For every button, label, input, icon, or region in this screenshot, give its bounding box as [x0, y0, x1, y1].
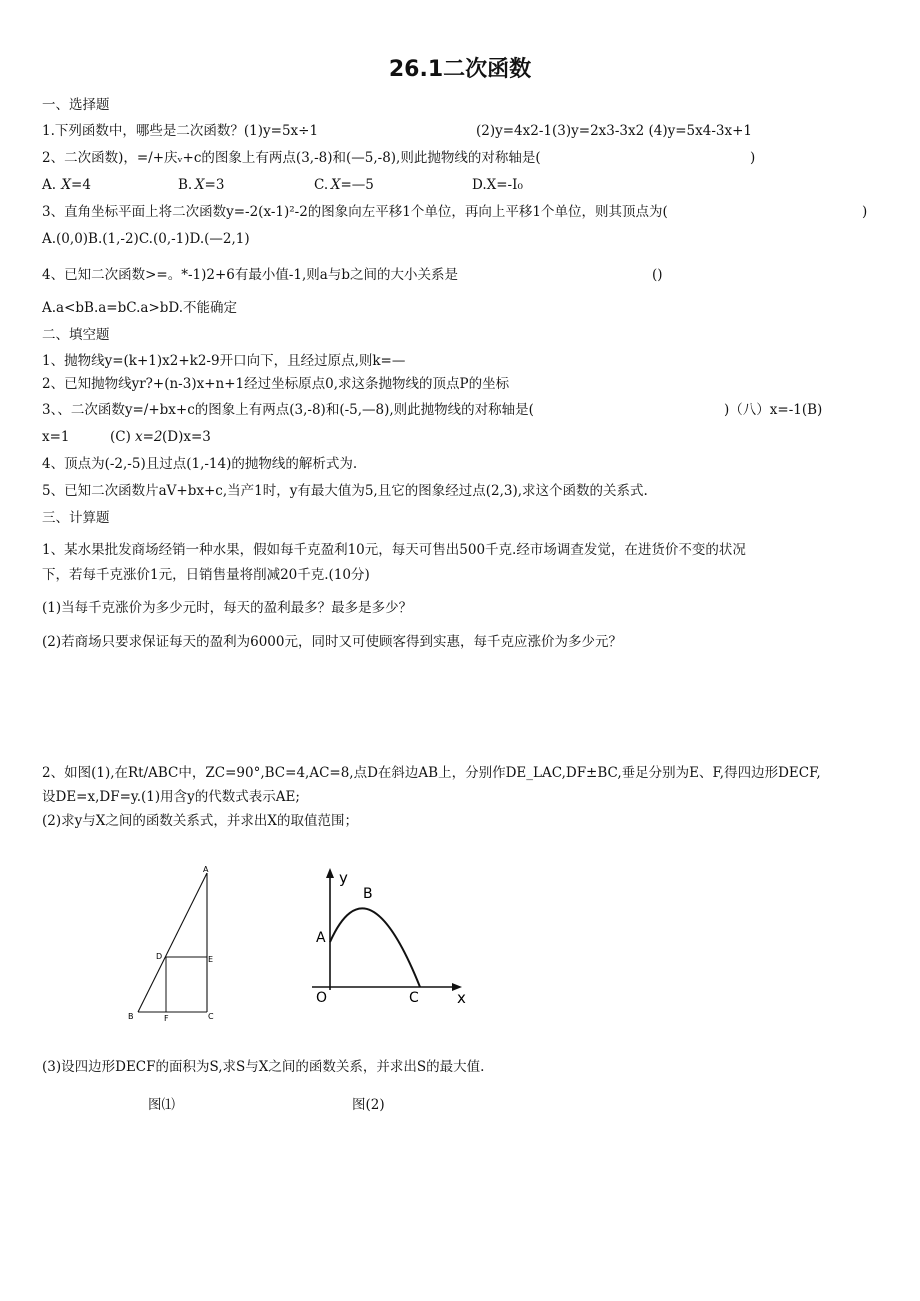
- fill-q3-line2-c: x=2: [135, 429, 163, 445]
- choice-q4: 4、已知二次函数>=。*-1)2+6有最小值-1,则a与b之间的大小关系是: [42, 267, 459, 283]
- figure-2-caption: 图(2): [352, 1097, 385, 1113]
- label-x: x: [457, 989, 466, 1007]
- choice-q2: 2、二次函数)，=/+庆ᵥ+c的图象上有两点(3,-8)和(—5,-8),则此抛物线的对称轴是(: [42, 150, 541, 166]
- calc-p2-q3: (3)设四边形DECF的面积为S,求S与X之间的函数关系，并求出S的最大值.: [42, 1059, 485, 1075]
- parabola-curve: [330, 908, 420, 987]
- calc-p2-line1: 2、如图(1),在Rt/ABC中，ZC=90°,BC=4,AC=8,点D在斜边AB上，分别作DE_LAC,DF±BC,垂足分别为E、F,得四边形DECF,: [42, 765, 821, 781]
- label-f: F: [164, 1014, 169, 1023]
- label-d: D: [156, 952, 163, 961]
- calc-p1-q1: (1)当每千克涨价为多少元时，每天的盈利最多？最多是多少？: [42, 600, 413, 616]
- hypotenuse-ab: [138, 873, 207, 1012]
- fill-q5: 5、已知二次函数片aV+bx+c,当产1时，y有最大值为5,且它的图象经过点(2,3),求这个函数的关系式.: [42, 483, 648, 499]
- label-a: A: [203, 865, 209, 874]
- figure-2-parabola: [308, 862, 478, 1012]
- page-title: 26.1二次函数: [388, 57, 532, 82]
- fill-q1: 1、抛物线y=(k+1)x2+k2-9开口向下，且经过原点,则k=—: [42, 353, 406, 369]
- section-heading-fill: 二、填空题: [42, 327, 110, 343]
- calc-p1-q2: (2)若商场只要求保证每天的盈利为6000元，同时又可使顾客得到实惠，每千克应涨价为多少元？: [42, 634, 622, 650]
- label-y: y: [339, 869, 348, 887]
- fill-q3-tail: )（八）x=-1(B): [724, 402, 823, 418]
- choice-q3: 3、直角坐标平面上将二次函数y=-2(x-1)²-2的图象向左平移1个单位，再向上平移1个单位，则其顶点为(: [42, 204, 668, 220]
- calc-p2-q2: (2)求y与X之间的函数关系式，并求出X的取值范围；: [42, 813, 358, 829]
- label-e: E: [208, 955, 214, 964]
- figure-1-caption: 图⑴: [148, 1097, 175, 1113]
- label-c: C: [208, 1012, 214, 1021]
- fill-q3: 3、、二次函数y=/+bx+c的图象上有两点(3,-8)和(-5,—8),则此抛物线的对称轴是(: [42, 402, 534, 418]
- choice-q4-paren: (): [652, 267, 663, 283]
- fill-q2: 2、已知抛物线yr?+(n-3)x+n+1经过坐标原点0,求这条抛物线的顶点P的坐标: [42, 376, 510, 392]
- calc-p1-line2: 下，若每千克涨价1元，日销售量将削减20千克.(10分): [42, 567, 370, 583]
- choice-q2-option-c: C. 𝑋=—5: [314, 177, 374, 193]
- choice-q4-options: A.a<bB.a=bC.a>bD.不能确定: [42, 300, 238, 316]
- label-o: O: [316, 990, 328, 1006]
- fill-q3-line2-a: x=1: [42, 429, 70, 445]
- choice-q2-paren: ): [750, 150, 756, 166]
- label-b: B: [128, 1012, 134, 1021]
- choice-q2-option-d: D.X=-I₀: [472, 177, 523, 193]
- choice-q1: 1.下列函数中，哪些是二次函数？(1)y=5x÷1: [42, 123, 319, 139]
- figure-1-triangle: [120, 862, 230, 1030]
- choice-q2-option-b: B. 𝑋=3: [178, 177, 225, 193]
- y-axis-arrow-icon: [326, 868, 334, 878]
- choice-q3-paren: ): [862, 204, 868, 220]
- choice-q2-option-a: A. 𝑋=4: [42, 177, 91, 193]
- section-heading-calc: 三、计算题: [42, 510, 110, 526]
- fill-q4: 4、顶点为(-2,-5)且过点(1,-14)的抛物线的解析式为.: [42, 456, 358, 472]
- label-b: B: [363, 886, 373, 902]
- fill-q3-line2-b: (C): [110, 429, 131, 445]
- choice-q3-options: A.(0,0)B.(1,-2)C.(0,-1)D.(—2,1): [42, 231, 250, 247]
- label-a: A: [316, 930, 326, 946]
- label-c: C: [409, 990, 419, 1006]
- choice-q1-options: (2)y=4x2-1(3)y=2x3-3x2 (4)y=5x4-3x+1: [476, 123, 753, 139]
- fill-q3-line2-d: (D)x=3: [162, 429, 211, 445]
- section-heading-choice: 一、选择题: [42, 97, 110, 113]
- calc-p1-line1: 1、某水果批发商场经销一种水果，假如每千克盈利10元，每天可售出500千克.经市场调查发觉，在进货价不变的状况: [42, 542, 746, 558]
- calc-p2-line2: 设DE=x,DF=y.(1)用含y的代数式表示AE;: [42, 789, 300, 805]
